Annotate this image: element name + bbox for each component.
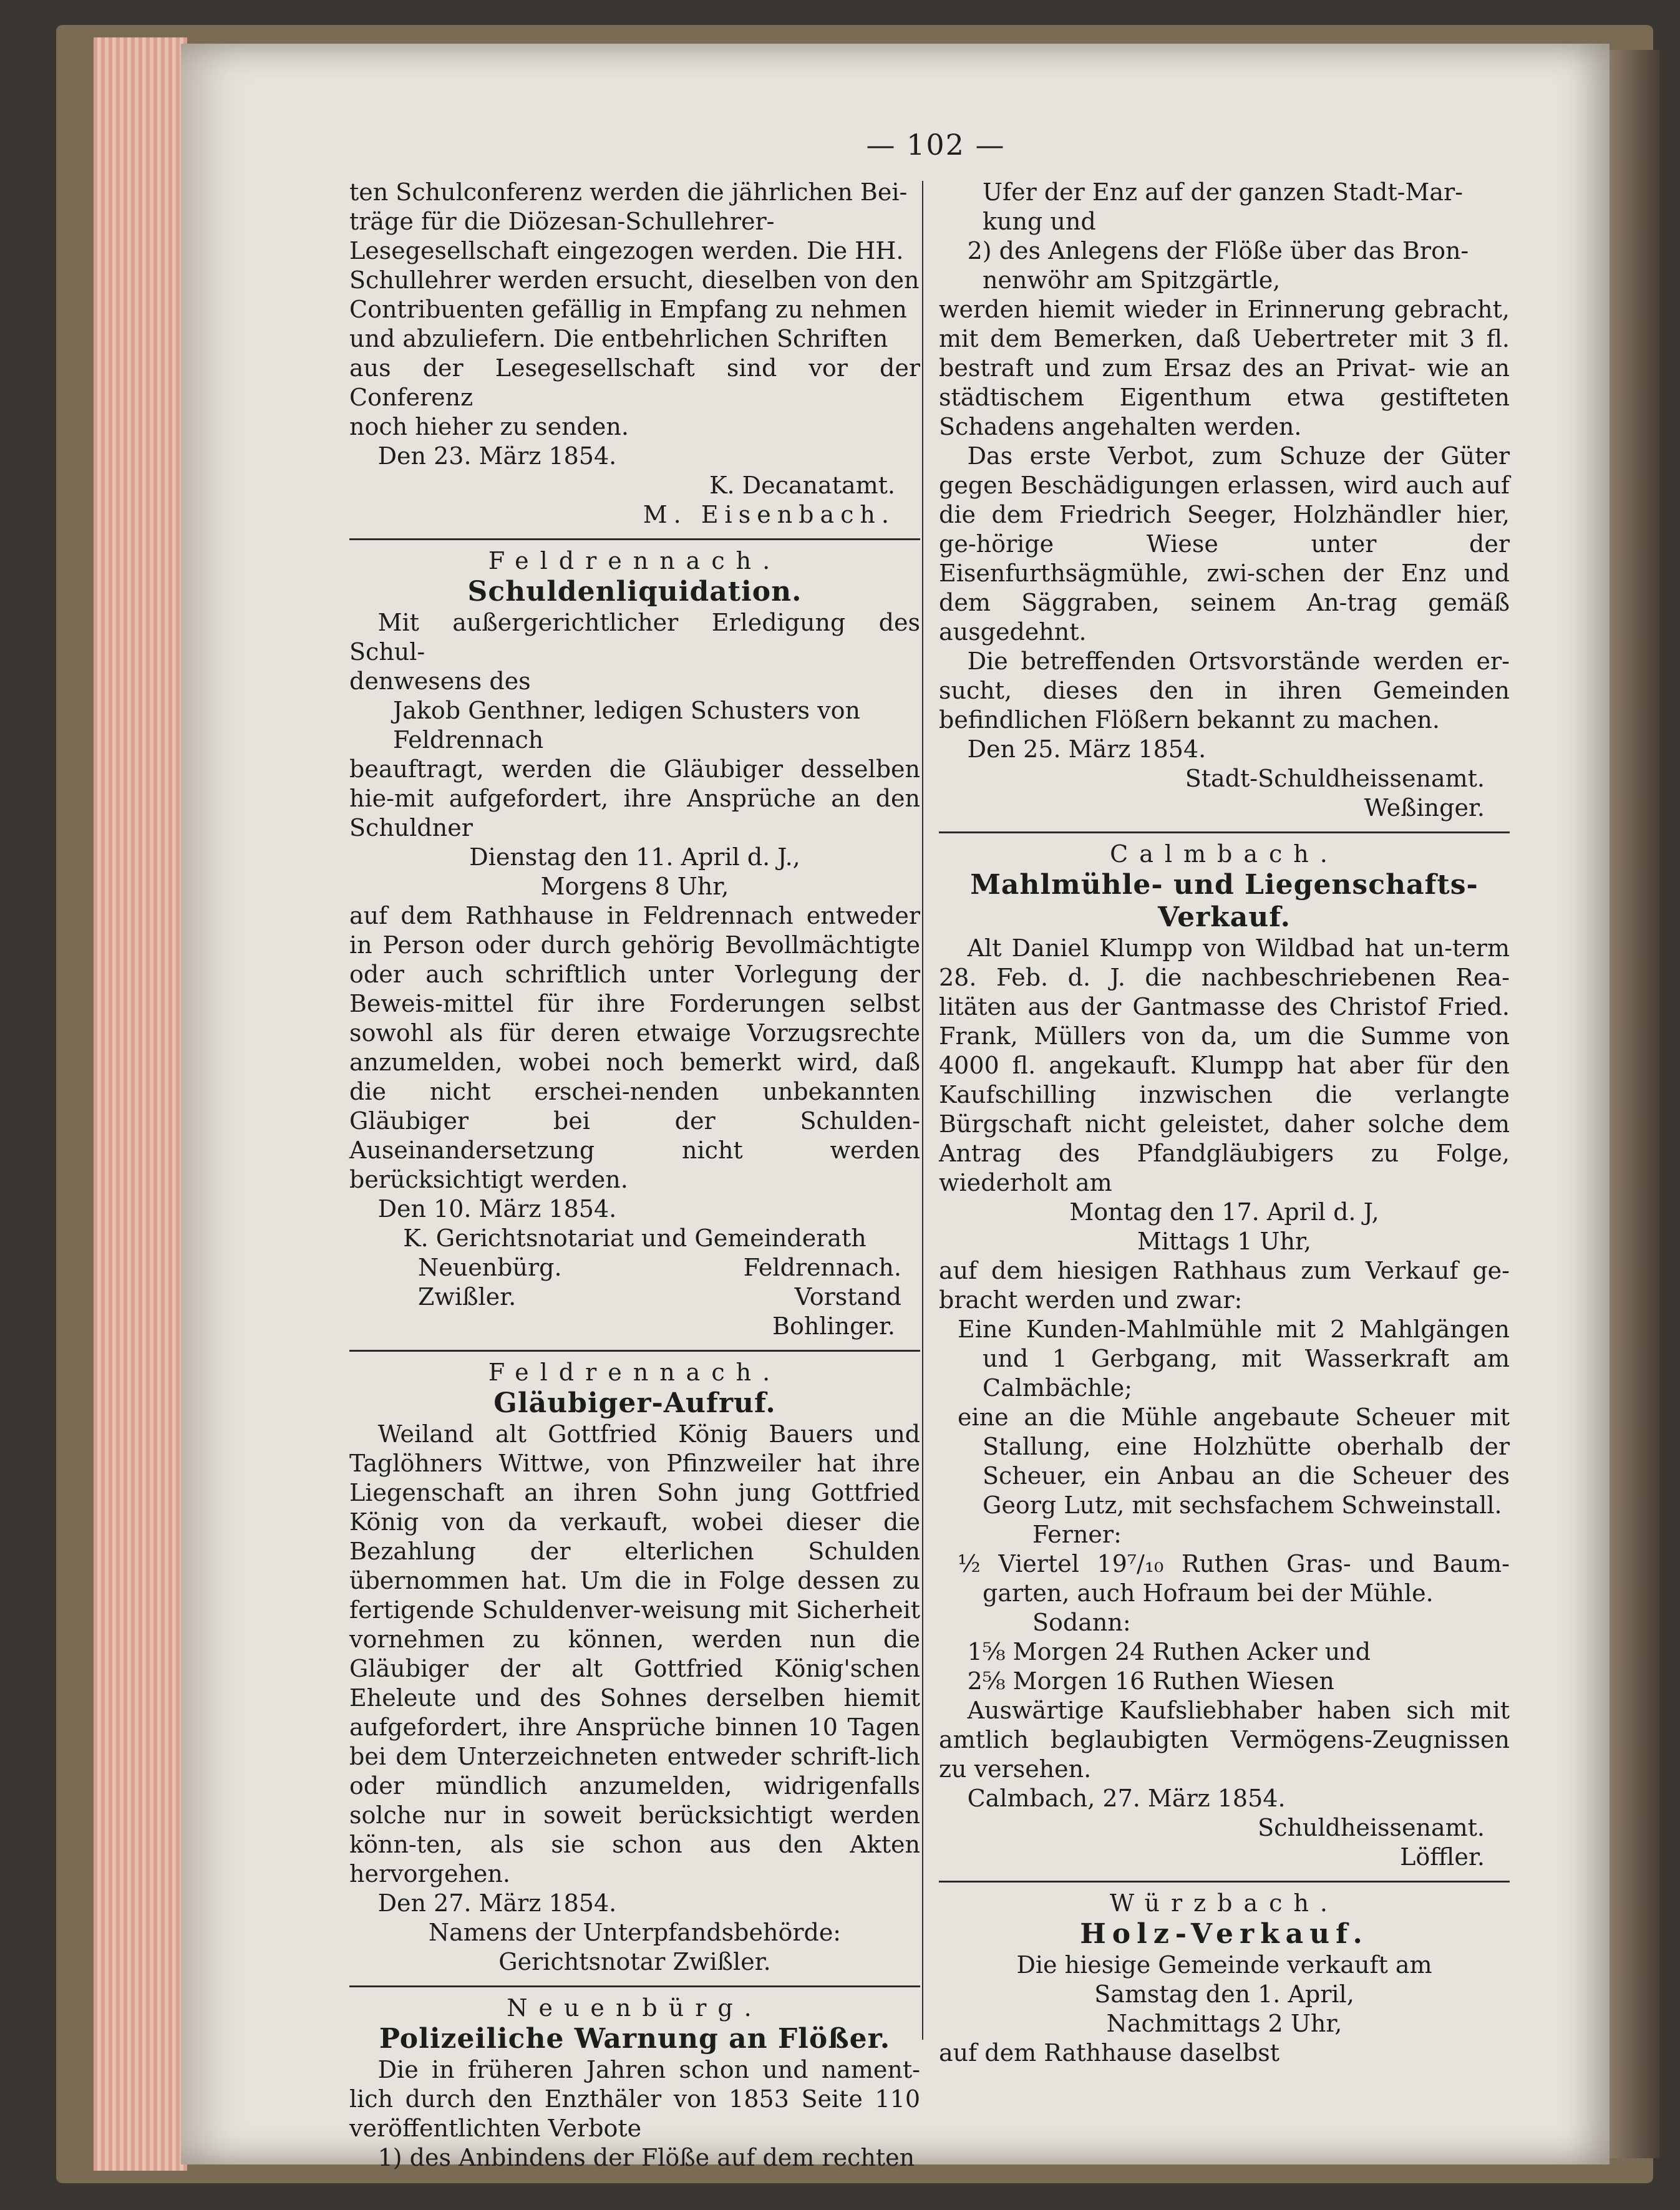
notice-text: Sodann: xyxy=(1032,1609,1131,1636)
notice-text: auf dem Rathhause in Feldrennach entweder in Person oder durch gehörig Bevollmächtigte oder auch schriftlich unter Vorlegung der Beweis-mittel für ihre Forderungen selbst sowohl als für deren etwaige Vorzugsrechte anzumelden, wobei noch bemerkt wird, daß die nicht erschei-nenden unbekannten Gläubiger bei der Schulden-Auseinandersetzung nicht werden berücksichtigt werden. xyxy=(349,902,920,1193)
divider xyxy=(939,831,1510,833)
notice-office: K. Decanatamt. xyxy=(709,472,895,499)
notice-text: denwesens des xyxy=(349,667,531,695)
notice-place: Würzbach. xyxy=(1110,1889,1339,1917)
text-line: ten Schulconferenz werden die jährlichen Bei- xyxy=(349,178,908,206)
notice-title: Mahlmühle- und Liegenschafts- xyxy=(970,869,1478,901)
notice-date-line: Dienstag den 11. April d. J., xyxy=(469,843,800,871)
notice-text: nenwöhr am Spitzgärtle, xyxy=(983,266,1281,294)
text-line: Contribuenten gefällig in Empfang zu nehmen xyxy=(349,296,907,323)
signature-place: Neuenbürg. xyxy=(418,1254,562,1281)
notice-text: auf dem Rathhause daselbst xyxy=(939,2039,1279,2067)
text-line: Schullehrer werden ersucht, dieselben von den xyxy=(349,266,920,294)
notice-place: Feldrennach. xyxy=(488,1359,782,1386)
notice-place: Calmbach. xyxy=(1110,840,1339,868)
text-line: und abzuliefern. Die entbehrlichen Schriften xyxy=(349,325,888,352)
notice-text: Ferner: xyxy=(1032,1521,1122,1548)
notice-item: 1) des Anbindens der Flöße auf dem rechten xyxy=(377,2144,915,2171)
notice-text: Weiland alt Gottfried König Bauers und Taglöhners Wittwe, von Pfinzweiler hat ihre Liegenschaft an ihren Sohn jung Gottfried König von da verkauft, wobei dieser die Bezahlung der elterlichen Schulden übernommen hat. Um die in Folge dessen zu fertigende Schuldenver-weisung mit Sicherheit vornehmen zu können, werden nun die Gläubiger der alt Gottfried König'schen Eheleute und des Sohnes derselben hiemit aufgefordert, ihre Ansprüche binnen 10 Tagen bei dem Unterzeichneten entweder schrift-lich oder mündlich anzumelden, widrigenfalls solche nur in soweit berücksichtigt werden könn-ten, als sie schon aus den Akten hervorgehen. xyxy=(349,1420,920,1888)
notice-decanatamt xyxy=(349,178,920,530)
divider xyxy=(939,1881,1510,1883)
notice-date-line: Samstag den 1. April, xyxy=(1094,1980,1354,2008)
notice-holz-verkauf xyxy=(939,1889,1510,2068)
notice-place: Feldrennach. xyxy=(488,547,782,574)
notice-place: Neuenbürg. xyxy=(507,1994,763,2022)
notice-item: Eine Kunden-Mahlmühle mit 2 Mahlgängen und 1 Gerbgang, mit Wasserkraft am Calmbächle; xyxy=(958,1316,1510,1402)
signature-name: Bohlinger. xyxy=(772,1312,895,1340)
notice-date: Calmbach, 27. März 1854. xyxy=(967,1785,1286,1812)
notice-signer: M. Eisenbach. xyxy=(643,501,895,528)
right-column xyxy=(939,178,1510,2068)
notice-text: Alt Daniel Klumpp von Wildbad hat un-term 28. Feb. d. J. die nachbeschriebenen Rea-litäten aus der Gantmasse des Christof Fried. Frank, Müllers von da, um die Summe von 4000 fl. angekauft. Klumpp hat aber für den Kaufschilling inzwischen die verlangte Bürgschaft nicht geleistet, daher solche dem Antrag des Pfandgläubigers zu Folge, wiederholt am xyxy=(939,934,1510,1196)
notice-glaeubiger-aufruf xyxy=(349,1358,920,1977)
column-divider xyxy=(922,181,923,2040)
notice-text: Die betreffenden Ortsvorstände werden er-sucht, dieses den in ihren Gemeinden befindlichen Flößern bekannt zu machen. xyxy=(939,647,1510,734)
signature-row xyxy=(349,1282,920,1312)
notice-text: Das erste Verbot, zum Schuze der Güter gegen Beschädigungen erlassen, wird auch auf die dem Friedrich Seeger, Holzhändler hier, ge-hörige Wiese unter der Eisenfurthsägmühle, zwi-schen der Enz und dem Säggraben, seinem An-trag gemäß ausgedehnt. xyxy=(939,442,1510,646)
notice-item: ½ Viertel 19⁷/₁₀ Ruthen Gras- und Baum-garten, auch Hofraum bei der Mühle. xyxy=(958,1550,1510,1607)
notice-office: K. Gerichtsnotariat und Gemeinderath xyxy=(403,1224,867,1252)
left-column xyxy=(349,178,920,2173)
notice-office: Namens der Unterpfandsbehörde: xyxy=(428,1919,842,1946)
notice-text: auf dem hiesigen Rathhaus zum Verkauf ge-bracht werden und zwar: xyxy=(939,1257,1510,1314)
notice-text: beauftragt, werden die Gläubiger desselben hie-mit aufgefordert, ihre Ansprüche an den Schuldner xyxy=(349,755,920,841)
notice-time-line: Mittags 1 Uhr, xyxy=(1137,1228,1311,1255)
signature-title: Vorstand xyxy=(794,1283,901,1311)
notice-signer: Löffler. xyxy=(1400,1843,1485,1871)
divider xyxy=(349,538,920,540)
notice-title: Schuldenliquidation. xyxy=(467,576,802,608)
notice-office: Stadt-Schuldheissenamt. xyxy=(1185,765,1485,792)
notice-signer: Weßinger. xyxy=(1364,794,1485,821)
page-number: — 102 — xyxy=(866,128,1006,162)
notice-signer: Gerichtsnotar Zwißler. xyxy=(498,1948,771,1975)
text-line: noch hieher zu senden. xyxy=(349,413,629,440)
notice-text: Mit außergerichtlicher Erledigung des Schul- xyxy=(349,609,920,666)
divider xyxy=(349,1985,920,1987)
text-line: Lesegesellschaft eingezogen werden. Die HH. xyxy=(349,237,904,264)
notice-item: 1⅝ Morgen 24 Ruthen Acker und xyxy=(967,1638,1371,1665)
book-gutter xyxy=(1610,50,1659,2158)
notice-office: Schuldheissenamt. xyxy=(1258,1814,1485,1841)
notice-item: 2) des Anlegens der Flöße über das Bron- xyxy=(967,237,1469,264)
notice-polizeiliche-warnung xyxy=(349,1994,920,2173)
notice-title: Holz-Verkauf. xyxy=(1080,1918,1369,1950)
notice-person: Jakob Genthner, ledigen Schusters von xyxy=(393,697,860,724)
text-line: träge für die Diözesan-Schullehrer- xyxy=(349,208,775,235)
notice-warnung-continued xyxy=(939,178,1510,823)
notice-item: 2⅝ Morgen 16 Ruthen Wiesen xyxy=(967,1667,1334,1695)
notice-time-line: Morgens 8 Uhr, xyxy=(540,873,729,900)
notice-date: Den 23. März 1854. xyxy=(377,442,617,470)
signature-row xyxy=(349,1253,920,1282)
notice-title: Polizeiliche Warnung an Flößer. xyxy=(379,2023,891,2055)
notice-text: Die in früheren Jahren schon und nament-lich durch den Enzthäler von 1853 Seite 110 veröffentlichten Verbote xyxy=(349,2056,920,2142)
notice-person: Feldrennach xyxy=(393,726,544,754)
signature-name: Zwißler. xyxy=(418,1283,517,1311)
notice-mahlmuehle-verkauf xyxy=(939,840,1510,1872)
notice-text: Ufer der Enz auf der ganzen Stadt-Mar- xyxy=(983,178,1464,206)
notice-schuldenliquidation xyxy=(349,546,920,1341)
notice-text: kung und xyxy=(983,208,1096,235)
text-line: aus der Lesegesellschaft sind vor der Conferenz xyxy=(349,354,920,411)
notice-text: Die hiesige Gemeinde verkauft am xyxy=(1016,1951,1432,1979)
notice-date: Den 27. März 1854. xyxy=(377,1889,617,1917)
notice-time-line: Nachmittags 2 Uhr, xyxy=(1106,2010,1343,2037)
notice-date-line: Montag den 17. April d. J, xyxy=(1069,1198,1379,1226)
notice-title: Gläubiger-Aufruf. xyxy=(493,1387,776,1419)
notice-date: Den 10. März 1854. xyxy=(377,1195,617,1223)
signature-place: Feldrennach. xyxy=(743,1254,901,1281)
divider xyxy=(349,1350,920,1352)
notice-text: Auswärtige Kaufsliebhaber haben sich mit amtlich beglaubigten Vermögens-Zeugnissen zu versehen. xyxy=(939,1697,1510,1783)
page-edges xyxy=(94,37,187,2171)
notice-title: Verkauf. xyxy=(1158,901,1291,933)
notice-text: werden hiemit wieder in Erinnerung gebracht, mit dem Bemerken, daß Uebertreter mit 3 fl. bestraft und zum Ersaz des an Privat- wie an städtischem Eigenthum etwa gestifteten Schadens angehalten werden. xyxy=(939,296,1510,440)
notice-date: Den 25. März 1854. xyxy=(967,735,1207,763)
notice-item: eine an die Mühle angebaute Scheuer mit Stallung, eine Holzhütte oberhalb der Scheuer, ein Anbau an die Scheuer des Georg Lutz, mit sechsfachem Schweinstall. xyxy=(958,1403,1510,1519)
